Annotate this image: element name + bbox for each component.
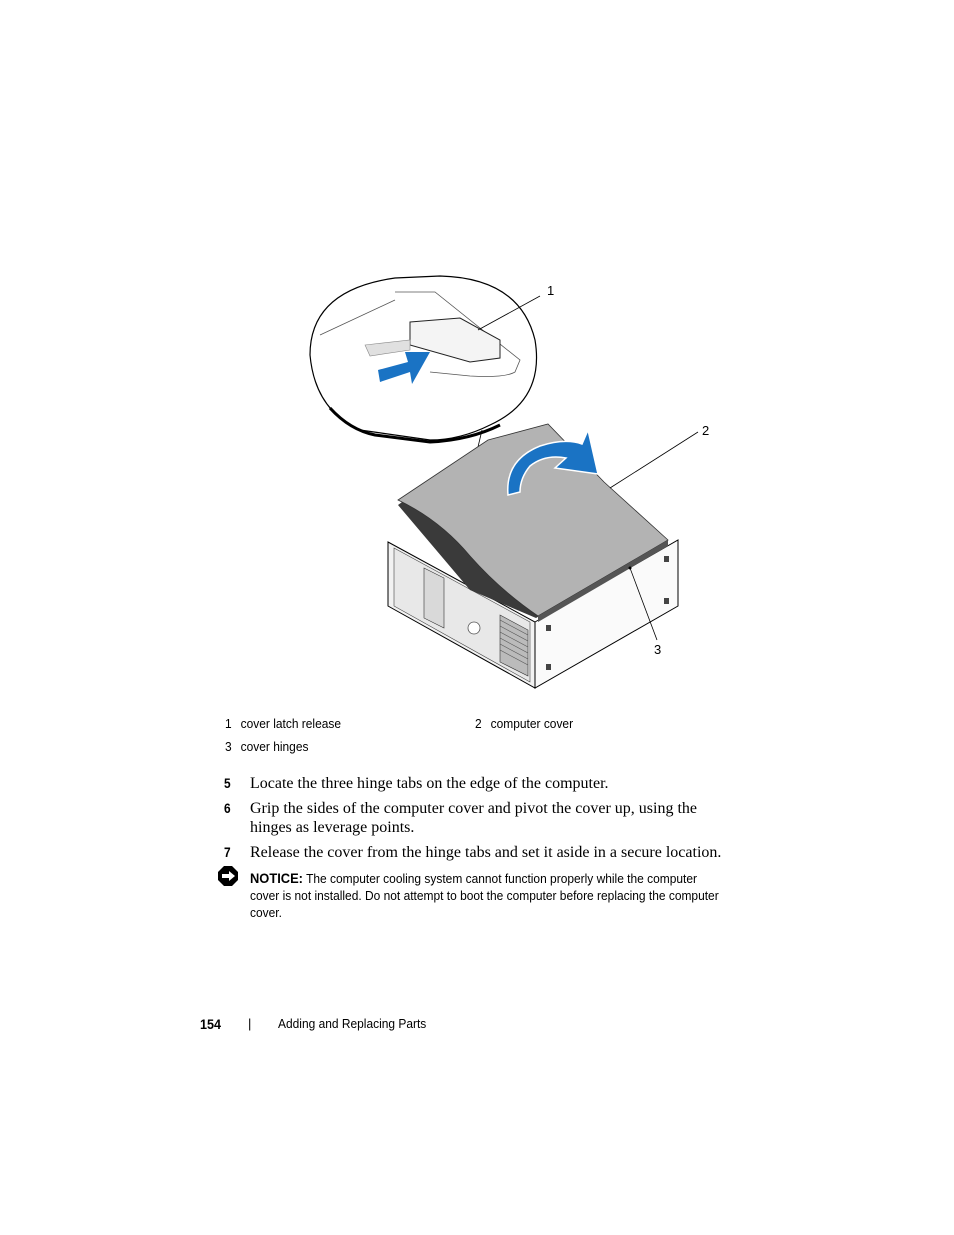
step-number: 6 xyxy=(224,800,231,816)
legend-label: computer cover xyxy=(490,716,574,731)
legend-number: 3 xyxy=(225,739,232,754)
page-footer xyxy=(200,1016,427,1032)
page-number: 154 xyxy=(200,1016,222,1032)
step-6 xyxy=(224,799,724,837)
legend-label: cover hinges xyxy=(240,739,309,754)
legend-item-cover-hinges xyxy=(225,739,308,754)
callout-1: 1 xyxy=(547,283,555,298)
latch-inset xyxy=(310,276,540,442)
step-number: 5 xyxy=(224,775,231,791)
notice-label: NOTICE: xyxy=(250,870,303,886)
legend-number: 2 xyxy=(475,716,482,731)
step-number: 7 xyxy=(224,844,231,860)
step-text: Release the cover from the hinge tabs and set it aside in a secure location. xyxy=(250,844,722,861)
footer-separator: | xyxy=(248,1016,252,1031)
legend-item-cover-latch-release xyxy=(225,716,341,731)
notice-icon xyxy=(217,865,239,887)
legend-label: cover latch release xyxy=(240,716,342,731)
callout-3: 3 xyxy=(654,642,662,657)
step-5 xyxy=(224,774,724,793)
footer-section-title: Adding and Replacing Parts xyxy=(278,1016,427,1031)
step-7 xyxy=(224,843,724,862)
step-text: Locate the three hinge tabs on the edge of the computer. xyxy=(250,775,609,792)
step-text: Grip the sides of the computer cover and pivot the cover up, using the hinges as leverage points. xyxy=(250,800,697,836)
legend-item-computer-cover xyxy=(475,716,573,731)
callout-2: 2 xyxy=(702,423,710,438)
computer-cover-removal-illustration xyxy=(300,270,720,690)
notice-block xyxy=(250,870,720,921)
legend-number: 1 xyxy=(225,716,232,731)
notice-text: The computer cooling system cannot function properly while the computer cover is not installed. Do not attempt to boot the computer before replacing the computer cover. xyxy=(250,871,719,920)
